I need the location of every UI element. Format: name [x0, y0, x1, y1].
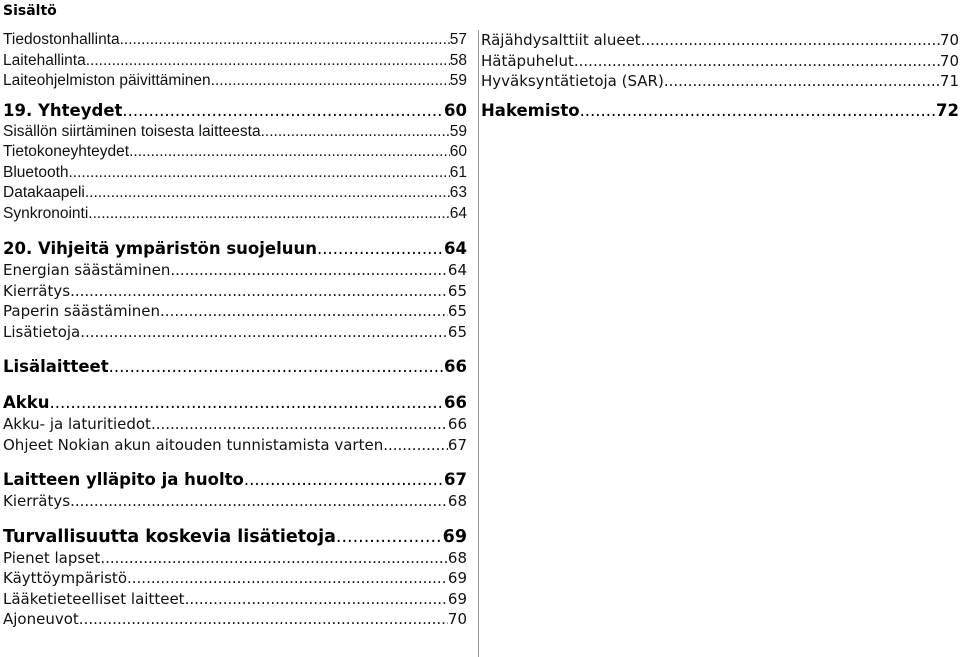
- toc-chapter-20-vihjeita[interactable]: 20. Vihjeitä ympäristön suojeluun ..... 64: [3, 238, 467, 260]
- toc-entry-hatapuhelut[interactable]: Hätäpuhelut ..... 70: [481, 51, 959, 72]
- toc-entry-ohjeet-nokian-akku[interactable]: Ohjeet Nokian akun aitouden tunnistamista varten ..... 67: [3, 435, 467, 456]
- toc-left-column: [3, 30, 467, 630]
- toc-entry-laiteohjelmisto[interactable]: Laiteohjelmiston päivittäminen ..... 59: [3, 71, 467, 92]
- toc-chapter-lisalaitteet[interactable]: Lisälaitteet ..... 66: [3, 356, 467, 378]
- toc-chapter-hakemisto[interactable]: Hakemisto ..... 72: [481, 100, 959, 122]
- toc-entry-kayttoymparisto[interactable]: Käyttöympäristö ..... 69: [3, 568, 467, 589]
- toc-entry-sisallon-siirtaminen[interactable]: Sisällön siirtäminen toisesta laitteesta ..... 59: [3, 122, 467, 143]
- toc-chapter-19-yhteydet[interactable]: 19. Yhteydet ..... 60: [3, 100, 467, 122]
- toc-entry-synkronointi[interactable]: Synkronointi ..... 64: [3, 204, 467, 225]
- toc-entry-kierratys[interactable]: Kierrätys ..... 65: [3, 281, 467, 302]
- toc-right-column: [481, 30, 959, 122]
- toc-entry-paperin-saastaminen[interactable]: Paperin säästäminen ..... 65: [3, 301, 467, 322]
- toc-entry-laitehallinta[interactable]: Laitehallinta ..... 58: [3, 51, 467, 72]
- toc-entry-ajoneuvot[interactable]: Ajoneuvot ..... 70: [3, 609, 467, 630]
- column-divider: [478, 30, 479, 657]
- toc-chapter-akku[interactable]: Akku ..... 66: [3, 392, 467, 414]
- toc-entry-hyvaksyntatietoja-sar[interactable]: Hyväksyntätietoja (SAR) ..... 71: [481, 71, 959, 92]
- toc-chapter-turvallisuus[interactable]: Turvallisuutta koskevia lisätietoja ..... 69: [3, 526, 467, 548]
- toc-entry-tiedostonhallinta[interactable]: Tiedostonhallinta ..... 57: [3, 30, 467, 51]
- toc-chapter-yllapito[interactable]: Laitteen ylläpito ja huolto ..... 67: [3, 469, 467, 491]
- toc-entry-lisatietoja[interactable]: Lisätietoja ..... 65: [3, 322, 467, 343]
- page-header: Sisältö: [3, 3, 57, 19]
- toc-entry-bluetooth[interactable]: Bluetooth ..... 61: [3, 163, 467, 184]
- toc-entry-akku-laturitiedot[interactable]: Akku- ja laturitiedot ..... 66: [3, 414, 467, 435]
- toc-entry-energian-saastaminen[interactable]: Energian säästäminen ..... 64: [3, 260, 467, 281]
- toc-entry-datakaapeli[interactable]: Datakaapeli ..... 63: [3, 183, 467, 204]
- toc-entry-kierratys-2[interactable]: Kierrätys ..... 68: [3, 491, 467, 512]
- toc-entry-pienet-lapset[interactable]: Pienet lapset ..... 68: [3, 548, 467, 569]
- toc-entry-tietokoneyhteydet[interactable]: Tietokoneyhteydet ..... 60: [3, 142, 467, 163]
- toc-entry-laaketieteelliset-laitteet[interactable]: Lääketieteelliset laitteet ..... 69: [3, 589, 467, 610]
- toc-entry-rajahdysalttiit-alueet[interactable]: Räjähdysalttiit alueet ..... 70: [481, 30, 959, 51]
